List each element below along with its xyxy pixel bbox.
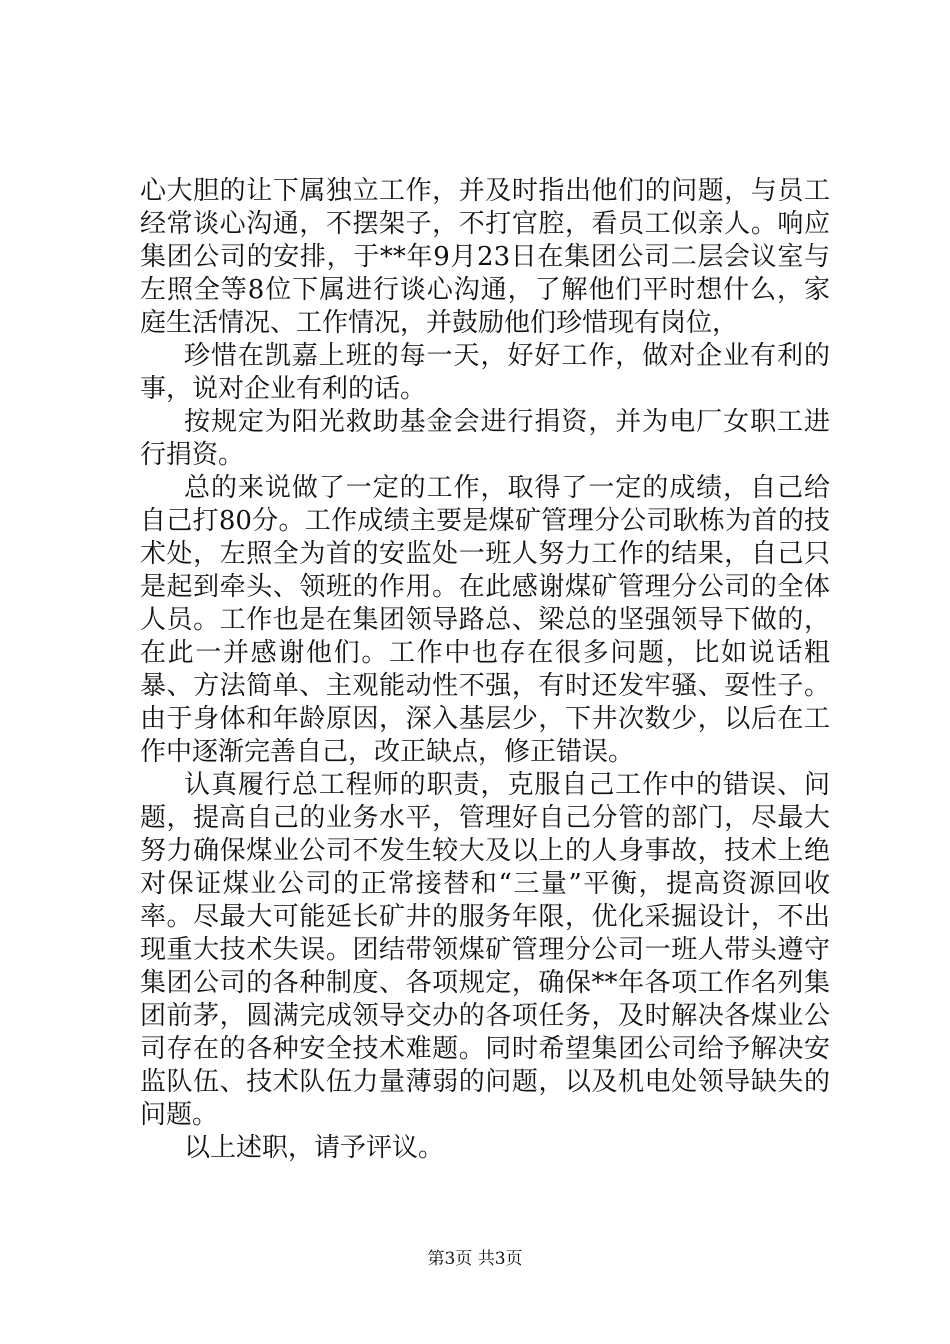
paragraph-cherish-work: 珍惜在凯嘉上班的每一天，好好工作，做对企业有利的事，说对企业有利的话。: [140, 341, 830, 404]
paragraph-plans: 认真履行总工程师的职责，克服自己工作中的错误、问题，提高自己的业务水平，管理好自己分管的部门，尽最大努力确保煤业公司不发生较大及以上的人身事故，技术上绝对保证煤业公司的正常接替和“三量”平衡，提高资源回收率。尽最大可能延长矿井的服务年限，优化采掘设计，不出现重大技术失误。团结带领煤矿管理分公司一班人带头遵守集团公司的各种制度、各项规定，确保**年各项工作名列集团前茅，圆满完成领导交办的各项任务，及时解决各煤业公司存在的各种安全技术难题。同时希望集团公司给予解决安监队伍、技术队伍力量薄弱的问题，以及机电处领导缺失的问题。: [140, 770, 830, 1130]
paragraph-continuation: 心大胆的让下属独立工作，并及时指出他们的问题，与员工经常谈心沟通，不摆架子，不打官腔，看员工似亲人。响应集团公司的安排，于**年9月23日在集团公司二层会议室与左照全等8位下属进行谈心沟通，了解他们平时想什么，家庭生活情况、工作情况，并鼓励他们珍惜现有岗位，: [140, 176, 830, 338]
paragraph-donation: 按规定为阳光救助基金会进行捐资，并为电厂女职工进行捐资。: [140, 407, 830, 470]
paragraph-summary: 总的来说做了一定的工作，取得了一定的成绩，自己给自己打80分。工作成绩主要是煤矿管理分公司耿栋为首的技术处，左照全为首的安监处一班人努力工作的结果，自己只是起到牵头、领班的作用。在此感谢煤矿管理分公司的全体人员。工作也是在集团领导路总、梁总的坚强领导下做的，在此一并感谢他们。工作中也存在很多问题，比如说话粗暴、方法简单、主观能动性不强，有时还发牢骚、耍性子。由于身体和年龄原因，深入基层少，下井次数少，以后在工作中逐渐完善自己，改正缺点，修正错误。: [140, 473, 830, 767]
page-number-footer: 第3页 共3页: [427, 1249, 523, 1269]
paragraph-closing: 以上述职，请予评议。: [184, 1133, 445, 1163]
document-body: [140, 175, 830, 1165]
